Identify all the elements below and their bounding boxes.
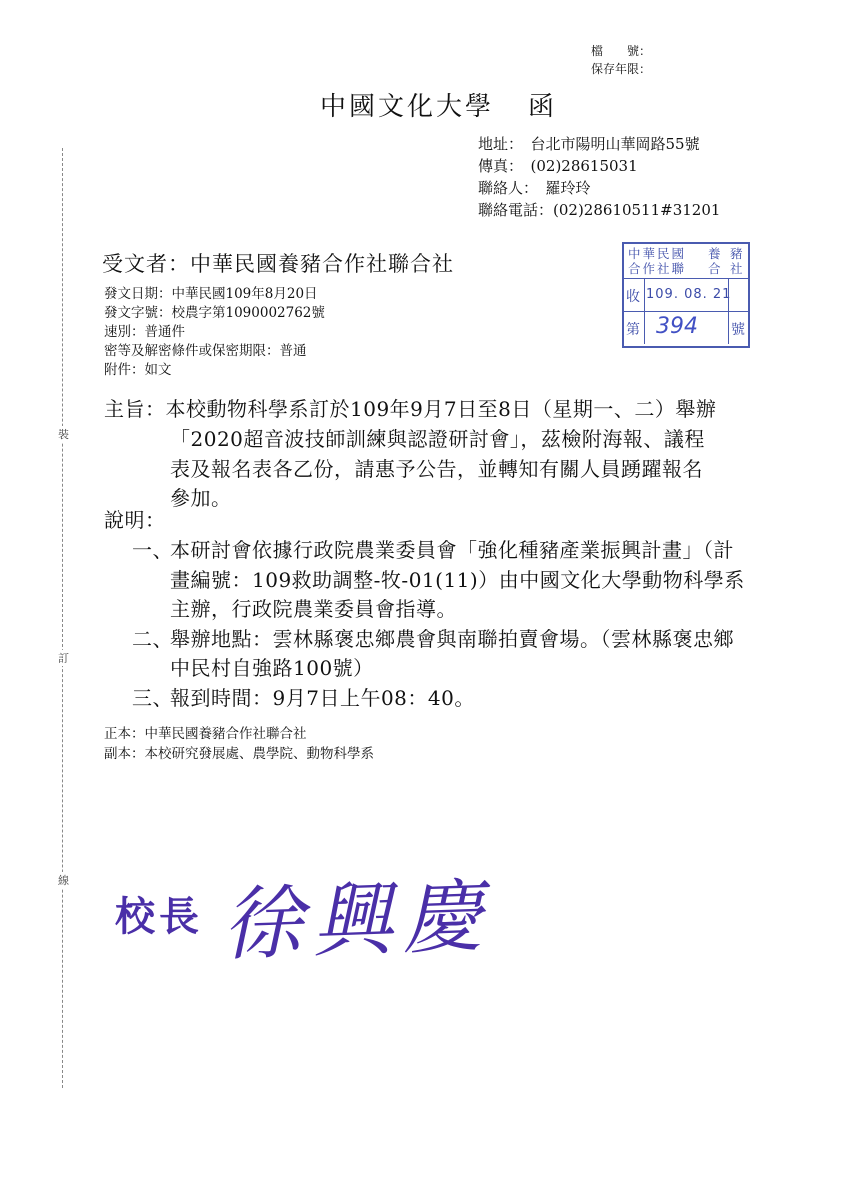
receiving-stamp (622, 242, 750, 348)
stamp-org-char-c: 豬 (730, 246, 745, 261)
stamp-divider (644, 312, 645, 344)
stamp-date: 109. 08. 21 (646, 287, 732, 302)
binding-mark-line: 線 (58, 874, 69, 887)
stamp-divider (728, 312, 729, 344)
binding-mark-staple: 訂 (58, 652, 69, 665)
subject-line-4: 參加。 (170, 486, 232, 510)
contact-person: 聯絡人： 羅玲玲 (478, 179, 591, 197)
file-number: 檔 號： (590, 44, 651, 58)
item-2-line-2: 中民村自強路100號） (170, 656, 374, 680)
item-1-line-3: 主辦，行政院農業委員會指導。 (170, 597, 457, 621)
distribution-list (104, 724, 374, 764)
item-2-line-1: 舉辦地點：雲林縣褒忠鄉農會與南聯拍賣會場。（雲林縣褒忠鄉 (170, 627, 734, 651)
retention-period: 保存年限： (590, 62, 651, 76)
stamp-org-row (624, 244, 748, 279)
signature-title: 校長 (115, 893, 203, 940)
stamp-org-char-b: 合 (708, 261, 723, 276)
org-name: 中國文化大學 (320, 92, 495, 122)
security-class: 密等及解密條件或保密期限：普通 (104, 343, 307, 359)
item-number: 三、 (132, 686, 173, 710)
stamp-number-prefix: 第 (626, 322, 640, 338)
document-kind: 函 (528, 92, 558, 122)
stamp-divider (728, 279, 729, 311)
binding-line (62, 148, 63, 1088)
recipient: 受文者：中華民國養豬合作社聯合社 (102, 252, 454, 276)
item-1-line-1: 本研討會依據行政院農業委員會「強化種豬產業振興計畫」（計 (170, 538, 734, 562)
subject-line-1: 主旨：本校動物科學系訂於109年9月7日至8日（星期一、二）舉辦 (104, 397, 717, 421)
subject-line-2: 「2020超音波技師訓練與認證研討會」，茲檢附海報、議程 (170, 427, 705, 451)
contact-block (478, 133, 720, 221)
stamp-org-line2: 合作社聯 (628, 261, 687, 276)
original-recipient: 正本：中華民國養豬合作社聯合社 (104, 726, 307, 742)
speed-class: 速別：普通件 (104, 324, 185, 340)
archive-info (591, 42, 651, 78)
item-1-line-2: 畫編號：109救助調整-牧-01(11)）由中國文化大學動物科學系 (170, 568, 745, 592)
contact-phone: 聯絡電話：(02)28610511#31201 (478, 201, 721, 219)
copy-recipients: 副本：本校研究發展處、農學院、動物科學系 (104, 746, 374, 762)
stamp-org-char-d: 社 (730, 261, 745, 276)
issue-date: 發文日期：中華民國109年8月20日 (104, 286, 318, 302)
fax: 傳真： (02)28615031 (478, 157, 638, 175)
item-3-line-1: 報到時間：9月7日上午08：40。 (170, 686, 475, 710)
document-meta (104, 285, 325, 380)
stamp-receive-label: 收 (626, 289, 640, 305)
stamp-number-suffix: 號 (731, 322, 745, 338)
president-signature: 徐興慶 (220, 869, 494, 972)
item-number: 二、 (132, 627, 173, 651)
binding-mark-bind: 裝 (58, 428, 69, 441)
item-number: 一、 (132, 538, 173, 562)
explanation-heading: 說明： (104, 508, 166, 532)
subject-line-3: 表及報名表各乙份，請惠予公告，並轉知有關人員踴躍報名 (170, 457, 703, 481)
attachment: 附件：如文 (104, 362, 172, 378)
document-title (320, 86, 557, 123)
stamp-date-row (624, 279, 748, 312)
stamp-divider (644, 279, 645, 311)
stamp-org-char-a: 養 (708, 246, 723, 261)
address: 地址： 台北市陽明山華岡路55號 (478, 135, 700, 153)
stamp-number-row (624, 312, 748, 344)
stamp-org-line1: 中華民國 (628, 246, 687, 261)
document-number: 發文字號：校農字第1090002762號 (104, 305, 325, 321)
stamp-number: 394 (656, 314, 698, 339)
